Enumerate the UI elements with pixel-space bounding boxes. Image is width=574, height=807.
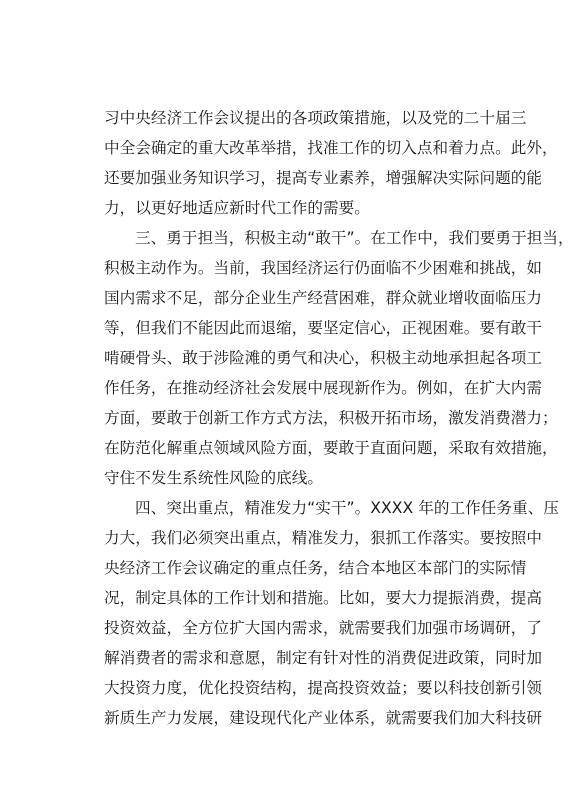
- text-line-16: 央经济工作会议确定的重点任务，结合本地区本部门的实际情: [104, 559, 527, 577]
- text-line-11: 方面，要敢于创新工作方式方法，积极开拓市场，激发消费潜力；: [104, 409, 558, 427]
- text-line-2: 中全会确定的重大改革举措，找准工作的切入点和着力点。此外，: [104, 139, 558, 157]
- text-line-21: 新质生产力发展，建设现代化产业体系，就需要我们加大科技研: [104, 709, 543, 727]
- section-three-heading-line: 三、勇于担当，积极主动“敢干”。在工作中，我们要勇于担当，: [135, 229, 574, 247]
- text-line-1: 习中央经济工作会议提出的各项政策措施，以及党的二十届三: [104, 109, 527, 127]
- text-line-6: 积极主动作为。当前，我国经济运行仍面临不少困难和挑战，如: [104, 259, 543, 277]
- text-line-8: 等，但我们不能因此而退缩，要坚定信心，正视困难。要有敢干: [104, 319, 543, 337]
- text-line-10: 作任务，在推动经济社会发展中展现新作为。例如，在扩大内需: [104, 379, 543, 397]
- text-line-12: 在防范化解重点领域风险方面，要敢于直面问题，采取有效措施，: [104, 439, 558, 457]
- section-four-heading-line: 四、突出重点，精准发力“实干”。XXXX 年的工作任务重、压: [135, 499, 560, 517]
- text-line-17: 况，制定具体的工作计划和措施。比如，要大力提振消费，提高: [104, 589, 543, 607]
- text-line-3: 还要加强业务知识学习，提高专业素养，增强解决实际问题的能: [104, 169, 543, 187]
- text-line-19: 解消费者的需求和意愿，制定有针对性的消费促进政策，同时加: [104, 649, 543, 667]
- text-line-9: 啃硬骨头、敢于涉险滩的勇气和决心，积极主动地承担起各项工: [104, 349, 543, 367]
- text-line-15: 力大，我们必须突出重点，精准发力，狠抓工作落实。要按照中: [104, 529, 543, 547]
- text-line-4: 力，以更好地适应新时代工作的需要。: [104, 199, 370, 217]
- text-line-13: 守住不发生系统性风险的底线。: [104, 469, 324, 487]
- text-line-7: 国内需求不足，部分企业生产经营困难，群众就业增收面临压力: [104, 289, 543, 307]
- text-line-18: 投资效益，全方位扩大国内需求，就需要我们加强市场调研，了: [104, 619, 543, 637]
- text-line-20: 大投资力度，优化投资结构，提高投资效益；要以科技创新引领: [104, 679, 543, 697]
